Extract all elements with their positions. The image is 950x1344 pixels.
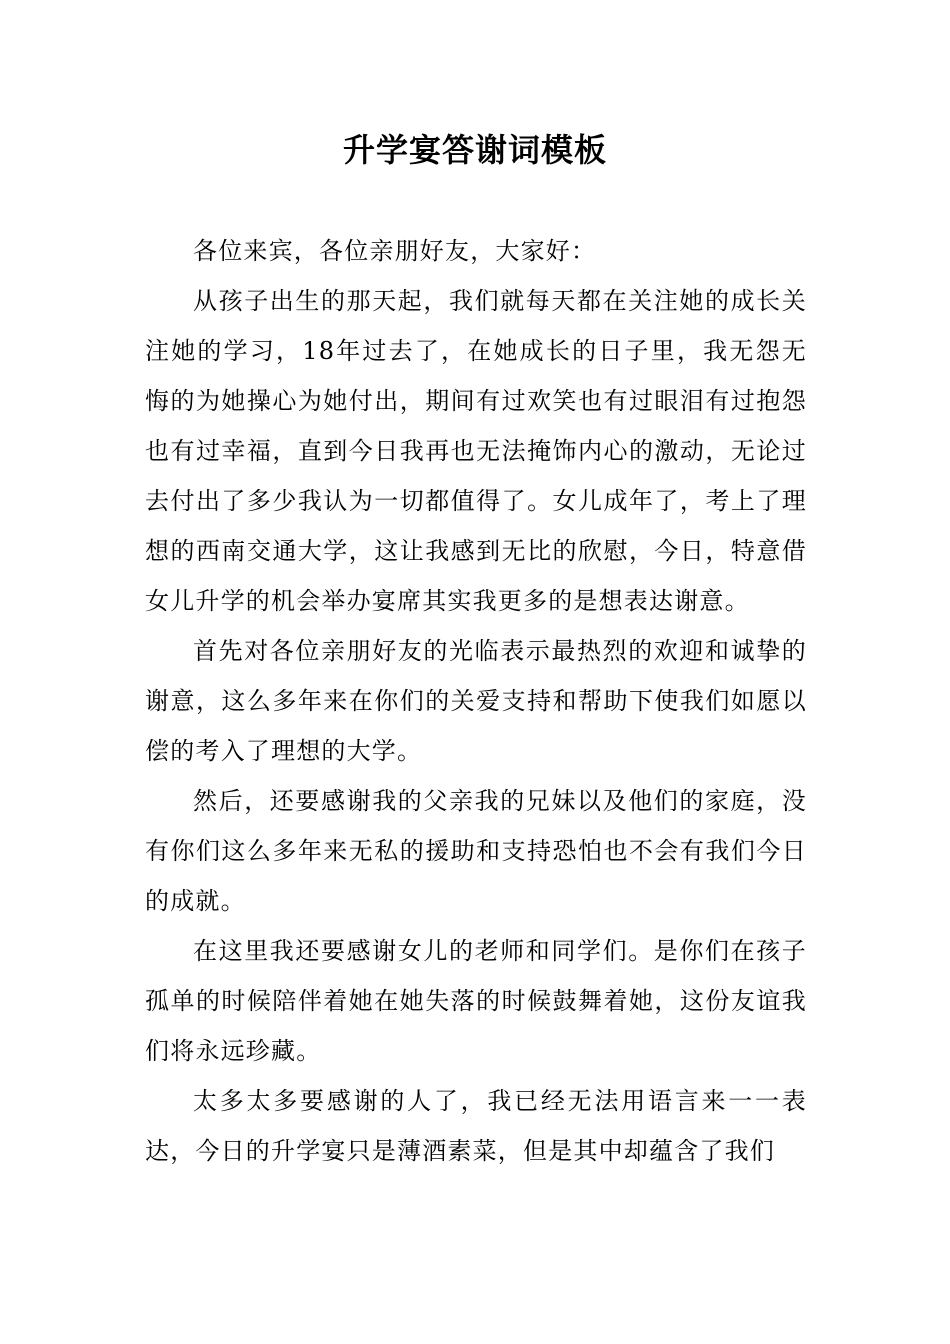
document-body <box>145 226 807 1176</box>
paragraph-greeting: 各位来宾，各位亲朋好友，大家好： <box>193 237 597 265</box>
paragraph-closing: 太多太多要感谢的人了，我已经无法用语言来一一表达，今日的升学宴只是薄酒素菜，但是其中却蕴含了我们 <box>145 1087 807 1165</box>
paragraph-thanks-family: 然后，还要感谢我的父亲我的兄妹以及他们的家庭，没有你们这么多年来无私的援助和支持恐怕也不会有我们今日的成就。 <box>145 787 807 915</box>
paragraph-growth: 从孩子出生的那天起，我们就每天都在关注她的成长关注她的学习，18年过去了，在她成长的日子里，我无怨无悔的为她操心为她付出，期间有过欢笑也有过眼泪有过抱怨也有过幸福，直到今日我再也无法掩饰内心的激动，无论过去付出了多少我认为一切都值得了。女儿成年了，考上了理想的西南交通大学，这让我感到无比的欣慰，今日，特意借女儿升学的机会举办宴席其实我更多的是想表达谢意。 <box>145 287 807 615</box>
paragraph-thanks-guests: 首先对各位亲朋好友的光临表示最热烈的欢迎和诚挚的谢意，这么多年来在你们的关爱支持和帮助下使我们如愿以偿的考入了理想的大学。 <box>145 637 807 765</box>
paragraph-thanks-teachers: 在这里我还要感谢女儿的老师和同学们。是你们在孩子孤单的时候陪伴着她在她失落的时候鼓舞着她，这份友谊我们将永远珍藏。 <box>145 937 807 1065</box>
document-title: 升学宴答谢词模板 <box>342 131 607 169</box>
